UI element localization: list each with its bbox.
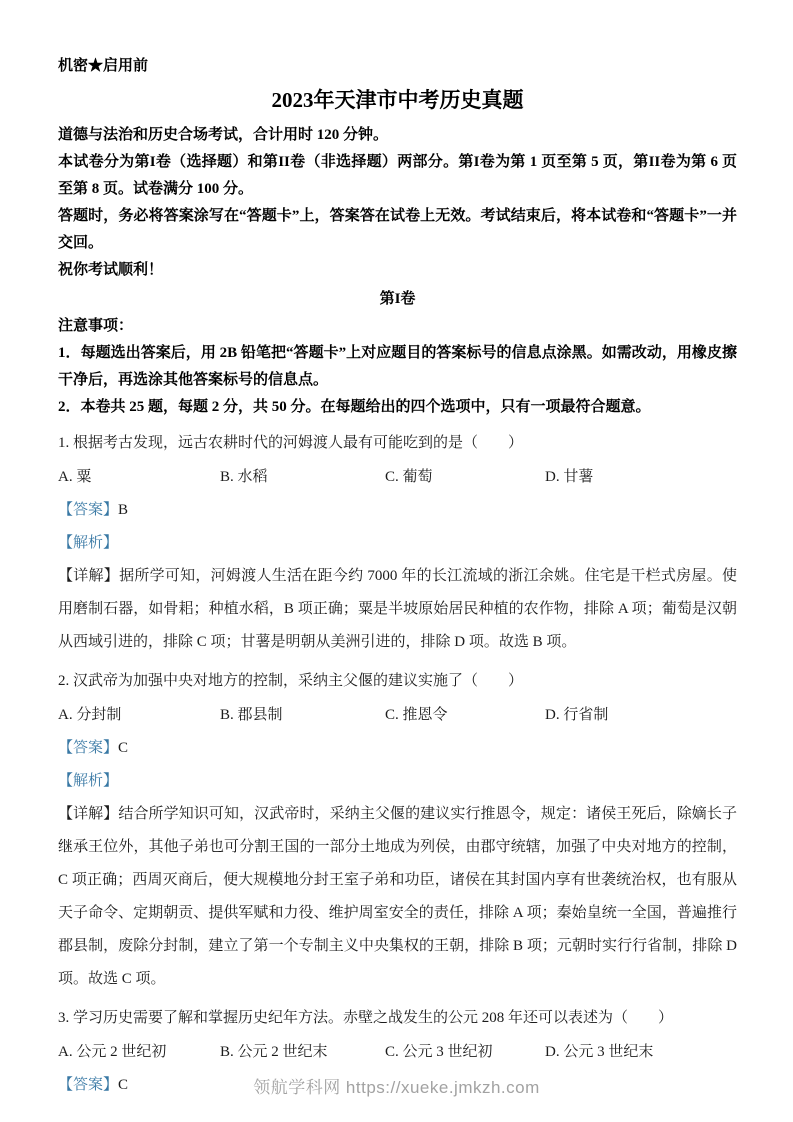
- detail-explanation: 【详解】据所学可知，河姆渡人生活在距今约 7000 年的长江流域的浙江余姚。住宅是干栏式房屋。使用磨制石器，如骨耜；种植水稻，B 项正确；粟是半坡原始居民种植的农作物，排除 A 项；葡萄是汉朝从西域引进的，排除 C 项；甘薯是明朝从美洲引进的，排除 D 项。故选 B 项。: [58, 568, 737, 650]
- option-a: A. 粟: [58, 469, 92, 485]
- question-stem: 3. 学习历史需要了解和掌握历史纪年方法。赤壁之战发生的公元 208 年还可以表述为（ ）: [58, 1010, 674, 1026]
- analysis-line: [58, 771, 737, 792]
- answer-line: [58, 500, 737, 521]
- notes-heading: 注意事项：: [58, 318, 134, 334]
- note-item-2: 2．本卷共 25 题，每题 2 分，共 50 分。在每题给出的四个选项中，只有一项最符合题意。: [58, 399, 651, 415]
- notes-list: [58, 340, 737, 421]
- intro-paragraph-duration: 道德与法治和历史合场考试，合计用时 120 分钟。: [58, 127, 389, 143]
- footer-watermark: 领航学科网 https://xueke.jmkzh.com: [253, 1078, 540, 1097]
- option-c: C. 推恩令: [385, 707, 448, 723]
- option-a: A. 公元 2 世纪初: [58, 1044, 167, 1060]
- option-b: B. 郡县制: [220, 707, 283, 723]
- detail-explanation: 【详解】结合所学知识可知，汉武帝时，采纳主父偃的建议实行推恩令，规定：诸侯王死后，除嫡长子继承王位外，其他子弟也可分割王国的一部分土地成为列侯，由郡守统辖，加强了中央对地方的控制，C 项正确；西周灭商后，便大规模地分封王室子弟和功臣，诸侯在其封国内享有世袭统治权，也有服从天子命令、定期朝贡、提供军赋和力役、维护周室安全的责任，排除 A 项；秦始皇统一全国，普遍推行郡县制，废除分封制，建立了第一个专制主义中央集权的王朝，排除 B 项；元朝时实行行省制，排除 D 项。故选 C 项。: [58, 806, 737, 987]
- option-d: D. 行省制: [545, 707, 609, 723]
- option-b: B. 水稻: [220, 469, 268, 485]
- question-stem: 1. 根据考古发现，远古农耕时代的河姆渡人最有可能吃到的是（ ）: [58, 435, 524, 451]
- option-d: D. 甘薯: [545, 469, 594, 485]
- question-block-1: [58, 433, 737, 659]
- intro-paragraph-answersheet: 答题时，务必将答案涂写在“答题卡”上，答案答在试卷上无效。考试结束后，将本试卷和“答题卡”一并交回。: [58, 208, 737, 251]
- analysis-label: 【解析】: [58, 535, 119, 551]
- exam-instructions: [58, 122, 737, 284]
- exam-title: 2023年天津市中考历史真题: [271, 88, 524, 112]
- intro-paragraph-structure: 本试卷分为第I卷（选择题）和第II卷（非选择题）两部分。第I卷为第 1 页至第 5 页，第II卷为第 6 页至第 8 页。试卷满分 100 分。: [58, 154, 737, 197]
- option-b: B. 公元 2 世纪末: [220, 1044, 328, 1060]
- option-c: C. 公元 3 世纪初: [385, 1044, 493, 1060]
- question-stem: 2. 汉武帝为加强中央对地方的控制，采纳主父偃的建议实施了（ ）: [58, 673, 524, 689]
- answer-line: [58, 738, 737, 759]
- answer-label: 【答案】: [58, 740, 119, 756]
- options-row: [58, 1042, 737, 1063]
- options-row: [58, 467, 737, 488]
- answer-label: 【答案】: [58, 502, 119, 518]
- answer-value: C: [118, 1077, 129, 1093]
- question-block-2: [58, 671, 737, 996]
- confidential-notice: 机密★启用前: [58, 58, 149, 74]
- answer-label: 【答案】: [58, 1077, 119, 1093]
- option-a: A. 分封制: [58, 707, 122, 723]
- analysis-label: 【解析】: [58, 773, 119, 789]
- analysis-line: [58, 533, 737, 554]
- note-item-1: 1．每题选出答案后，用 2B 铅笔把“答题卡”上对应题目的答案标号的信息点涂黑。如需改动，用橡皮擦干净后，再选涂其他答案标号的信息点。: [58, 345, 737, 388]
- intro-paragraph-goodluck: 祝你考试顺利！: [58, 262, 164, 278]
- answer-value: B: [118, 502, 129, 518]
- options-row: [58, 705, 737, 726]
- option-c: C. 葡萄: [385, 469, 433, 485]
- answer-value: C: [118, 740, 129, 756]
- section-heading-part1: 第I卷: [379, 291, 416, 307]
- option-d: D. 公元 3 世纪末: [545, 1044, 654, 1060]
